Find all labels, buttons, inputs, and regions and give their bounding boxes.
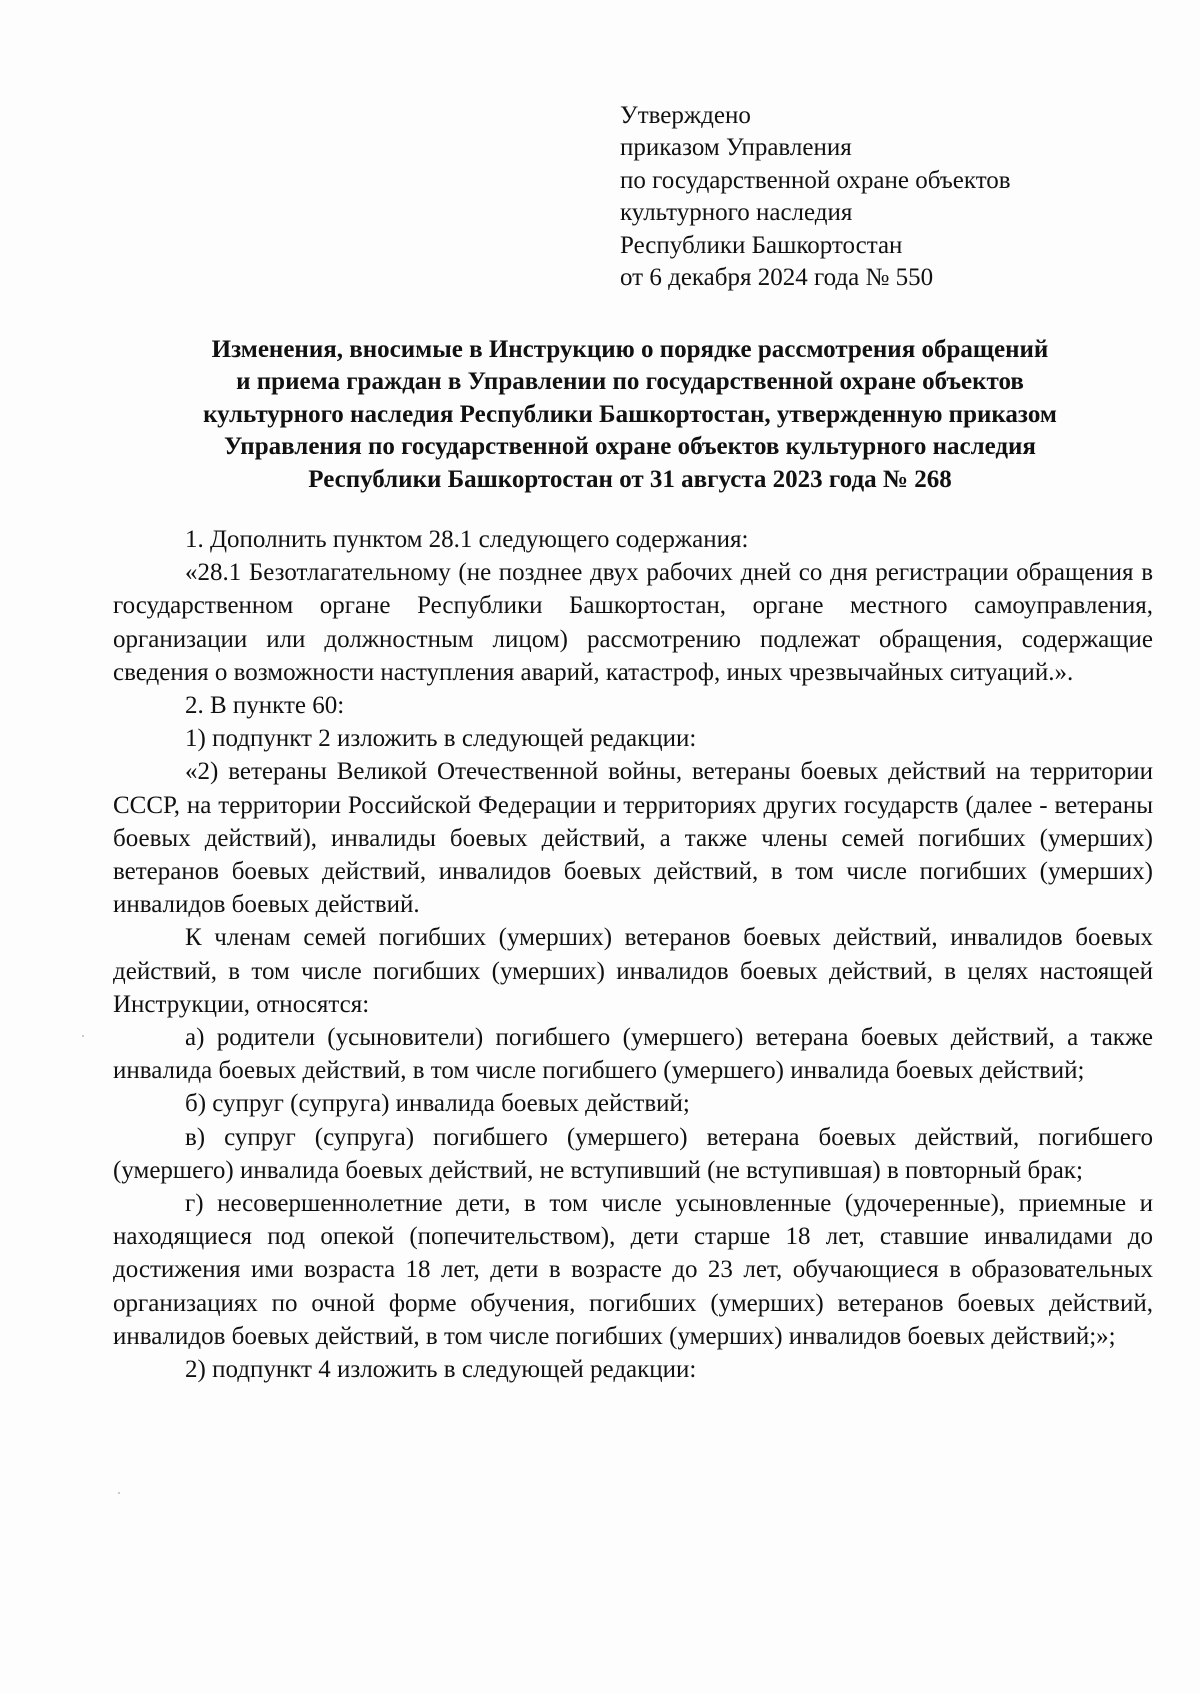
approval-line: Республики Башкортостан [620, 231, 903, 259]
paragraph-item-1: 1. Дополнить пунктом 28.1 следующего содержания: [185, 526, 749, 553]
title-line: Управления по государственной охране объектов культурного наследия [224, 433, 1036, 461]
title-line: культурного наследия Республики Башкортостан, утвержденную приказом [203, 400, 1057, 428]
paragraph-letter-a: а) родители (усыновители) погибшего (умершего) ветерана боевых действий, а также инвалида боевых действий, в том числе погибшего (умершего) инвалида боевых действий; [113, 1024, 1153, 1085]
approval-stamp [620, 100, 1140, 294]
document-title [130, 334, 1130, 496]
scan-speck [118, 1492, 120, 1494]
paragraph-subitem-1: 1) подпункт 2 изложить в следующей редакции: [185, 725, 697, 753]
document-body [113, 523, 1153, 1386]
paragraph-letter-g: г) несовершеннолетние дети, в том числе усыновленные (удочеренные), приемные и находящиеся под опекой (попечительством), дети старше 18 лет, ставшие инвалидами до достижения ими возраста 18 лет, дети в возрасте до 23 лет, обучающиеся в образовательных организациях по очной форме обучения, погибших (умерших) ветеранов боевых действий, инвалидов боевых действий, в том числе погибших (умерших) инвалидов боевых действий;»; [113, 1190, 1153, 1350]
title-line: Республики Башкортостан от 31 августа 2023 года № 268 [308, 465, 952, 493]
title-line: Изменения, вносимые в Инструкцию о порядке рассмотрения обращений [211, 336, 1049, 363]
approval-line: от 6 декабря 2024 года № 550 [620, 264, 934, 292]
paragraph-item-2: 2. В пункте 60: [185, 692, 345, 720]
paragraph-subitem-2-text: «2) ветераны Великой Отечественной войны, ветераны боевых действий на территории СССР, на территории Российской Федерации и территориях других государств (далее - ветераны боевых действий), инвалиды боевых действий, а также члены семей погибших (умерших) ветеранов боевых действий, инвалидов боевых действий, в том числе погибших (умерших) инвалидов боевых действий. [113, 758, 1153, 919]
approval-line: Утверждено [620, 102, 751, 129]
paragraph-item-28-1: «28.1 Безотлагательному (не позднее двух рабочих дней со дня регистрации обращения в государственном органе Республики Башкортостан, органе местного самоуправления, организации или должностным лицом) рассмотрению подлежат обращения, содержащие сведения о возможности наступления аварий, катастроф, иных чрезвычайных ситуаций.». [113, 559, 1153, 686]
paragraph-letter-b: б) супруг (супруга) инвалида боевых действий; [185, 1090, 690, 1118]
paragraph-subitem-4: 2) подпункт 4 изложить в следующей редакции: [185, 1356, 697, 1384]
approval-line: культурного наследия [620, 199, 853, 227]
paragraph-family-members: К членам семей погибших (умерших) ветеранов боевых действий, инвалидов боевых действий, в том числе погибших (умерших) инвалидов боевых действий, в целях настоящей Инструкции, относятся: [113, 924, 1153, 1018]
approval-line: по государственной охране объектов [620, 166, 1011, 194]
paragraph-letter-v: в) супруг (супруга) погибшего (умершего) ветерана боевых действий, погибшего (умершего) инвалида боевых действий, не вступивший (не вступившая) в повторный брак; [113, 1123, 1153, 1184]
scan-speck [82, 1035, 84, 1037]
approval-line: приказом Управления [620, 134, 852, 162]
title-line: и приема граждан в Управлении по государственной охране объектов [236, 368, 1024, 396]
